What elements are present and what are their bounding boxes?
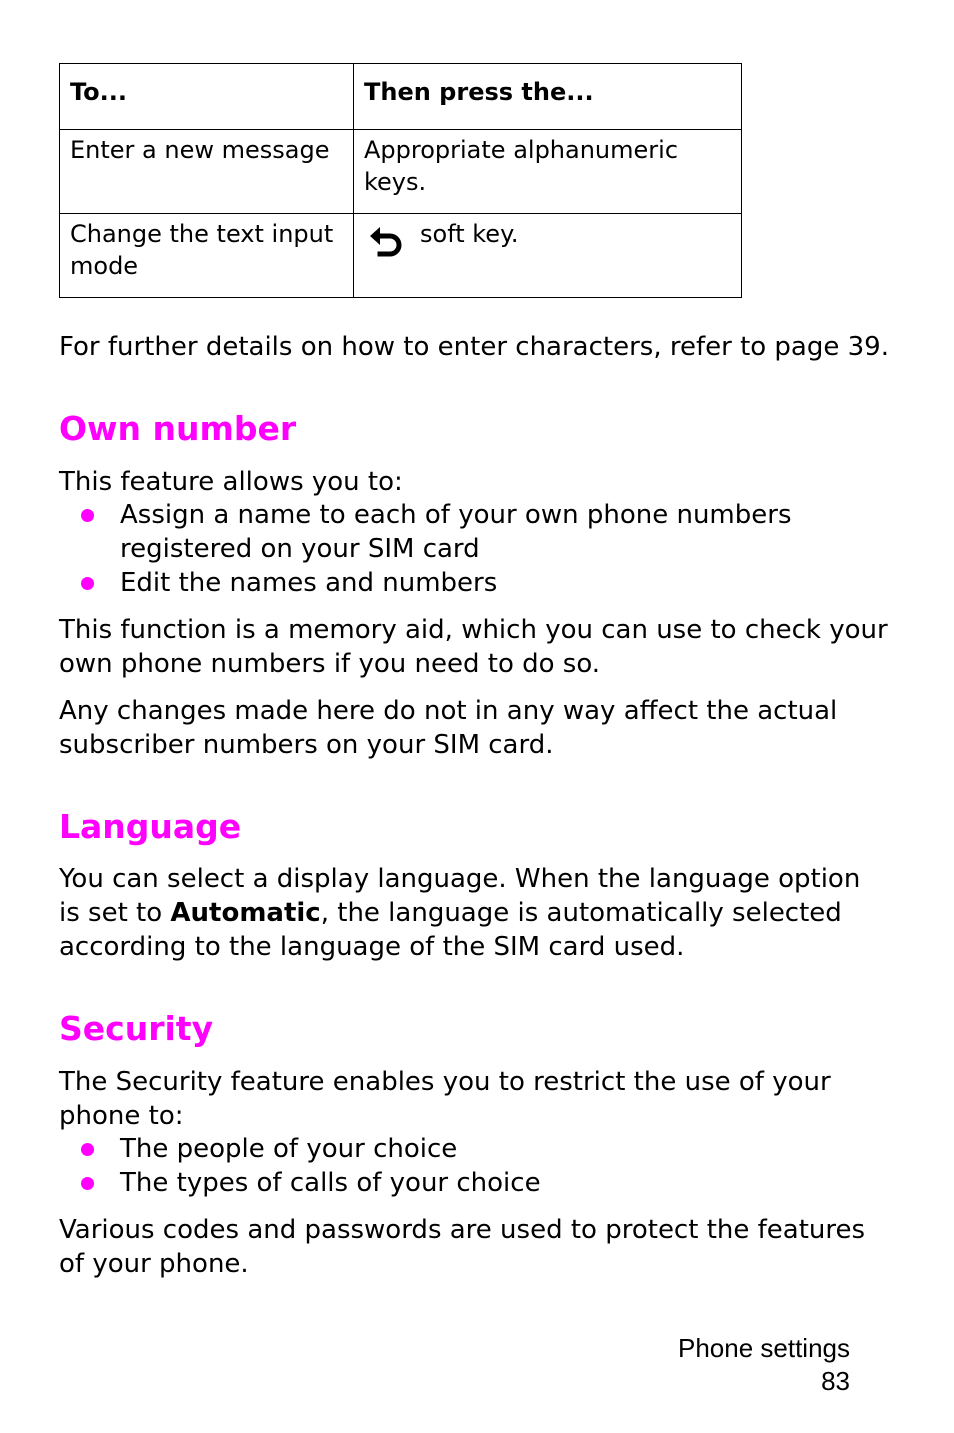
- list-item: [59, 566, 889, 600]
- table-cell-action: Enter a new message: [60, 130, 354, 214]
- list-item-text: Edit the names and numbers: [120, 568, 498, 598]
- table-cell-key: [354, 214, 742, 298]
- bullet-dot: [81, 1177, 94, 1190]
- list-item-text: The types of calls of your choice: [120, 1168, 541, 1198]
- security-paragraph: Various codes and passwords are used to protect the features of your phone.: [59, 1215, 866, 1279]
- security-heading: Security: [59, 1009, 214, 1048]
- language-heading: Language: [59, 807, 242, 846]
- own-number-lead: This feature allows you to:: [59, 467, 403, 497]
- softkey-label: soft key.: [420, 220, 519, 248]
- own-number-heading: Own number: [59, 409, 297, 448]
- list-item-text: Assign a name to each of your own phone numbers registered on your SIM card: [120, 500, 792, 564]
- table-cell-key: Appropriate alphanumeric keys.: [354, 130, 742, 214]
- list-item: [59, 1132, 889, 1166]
- page-footer: [678, 1332, 850, 1398]
- own-number-bullets: [59, 498, 889, 600]
- page-number: 83: [821, 1366, 850, 1396]
- bullet-dot: [81, 1143, 94, 1156]
- footer-section-title: Phone settings: [677, 1333, 850, 1363]
- bullet-dot: [81, 509, 94, 522]
- table-row: [60, 130, 742, 214]
- table-row: [60, 214, 742, 298]
- input-keys-table: [59, 63, 742, 298]
- list-item-text: The people of your choice: [120, 1134, 458, 1164]
- table-cell-action: Change the text input mode: [60, 214, 354, 298]
- back-arrow-icon: [368, 224, 404, 260]
- language-paragraph: [59, 862, 889, 964]
- security-bullets: [59, 1132, 889, 1200]
- language-text-end: , the language is automatically selected according to the language of the SIM card used.: [59, 898, 842, 962]
- own-number-paragraph-2: Any changes made here do not in any way affect the actual subscriber numbers on your SIM card.: [59, 696, 838, 760]
- table-header-row: [60, 64, 742, 130]
- table-header-to: To...: [60, 64, 354, 130]
- table-header-press: Then press the...: [354, 64, 742, 130]
- bullet-dot: [81, 577, 94, 590]
- list-item: [59, 498, 889, 566]
- automatic-option-label: Automatic: [170, 898, 321, 928]
- intro-paragraph: For further details on how to enter characters, refer to page 39.: [59, 332, 889, 362]
- language-text-start: You can select a display language. When the language option is set to: [59, 864, 861, 928]
- own-number-paragraph-1: This function is a memory aid, which you can use to check your own phone numbers if you need to do so.: [59, 615, 888, 679]
- security-lead: The Security feature enables you to restrict the use of your phone to:: [59, 1067, 831, 1131]
- list-item: [59, 1166, 889, 1200]
